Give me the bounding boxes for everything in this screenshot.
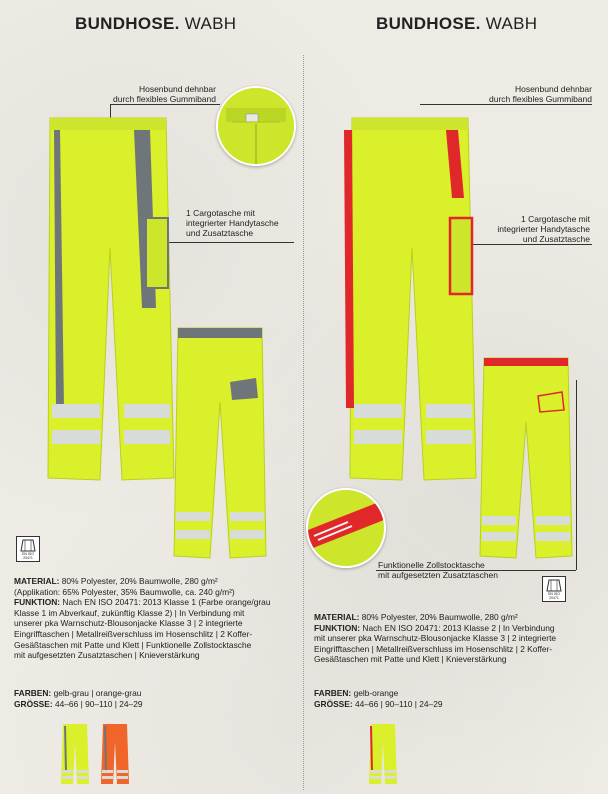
left-title: BUNDHOSE. WABH xyxy=(75,14,237,33)
right-cargo-leader xyxy=(466,244,592,245)
left-callout-cargo: 1 Cargotasche mit integrierter Handytasche und Zusatztasche xyxy=(186,208,279,238)
left-thumb-yellow-grey xyxy=(60,722,90,786)
right-description: MATERIAL: 80% Polyester, 20% Baumwolle, 280 g/m² FUNKTION: Nach EN ISO 20471: 2013 Klasse 2 | In Verbindung mit unserer pka Warnschutz-Blousonjacke Klasse 3 | 2 integrierte Eingrifftaschen | Metallreißverschluss im Hosenschlitz | 2 Koffer- Gesäßtaschen mit Patte und Klett | Knieverstärkung xyxy=(314,612,557,665)
left-thumb-orange-grey xyxy=(100,722,130,786)
right-thumb-yellow-orange xyxy=(368,722,398,786)
right-cert-icon: EN ISO 20471 xyxy=(542,576,566,602)
left-waist-detail-image xyxy=(216,86,296,166)
right-farben: FARBEN: gelb-orange GRÖSSE: 44–66 | 90–110 | 24–29 xyxy=(314,688,443,709)
left-farben: FARBEN: gelb-grau | orange-grau GRÖSSE: 44–66 | 90–110 | 24–29 xyxy=(14,688,143,709)
right-waist-leader xyxy=(420,104,592,105)
left-description: MATERIAL: 80% Polyester, 20% Baumwolle, 280 g/m² (Applikation: 65% Polyester, 35% Baumwolle, ca. 240 g/m²) FUNKTION: Nach EN ISO 20471: 2013 Klasse 1 (Farbe orange/grau Klasse 1 im Abverkauf, zukünftig Klasse 2) | In Verbindung mit unserer pka Warnschutz-Blousonjacke Klasse 3 | 2 integrierte Eingrifftaschen | Metallreißverschluss im Hosenschlitz | 2 Koffer- Gesäßtaschen mit Patte und Klett | Funktionelle Zollstocktasche mit aufgesetzten Zusatztaschen | Knieverstärkung xyxy=(14,576,271,661)
right-front-pants-image xyxy=(340,108,480,488)
left-cargo-leader xyxy=(166,242,294,243)
right-zoll-leader-v xyxy=(576,380,577,570)
right-title: BUNDHOSE. WABH xyxy=(376,14,538,33)
column-divider xyxy=(303,55,304,790)
right-zollstock-detail-image xyxy=(306,488,386,568)
right-back-pants-image xyxy=(478,352,574,562)
right-zoll-leader xyxy=(376,570,576,571)
right-callout-zoll: Funktionelle Zollstocktasche mit aufgesetzten Zusatztaschen xyxy=(378,560,499,580)
left-callout-waist: Hosenbund dehnbar durch flexibles Gummiband xyxy=(113,84,216,104)
left-back-pants-image xyxy=(172,322,268,562)
left-waist-leader-h xyxy=(110,104,220,105)
left-cert-icon: EN ISO 20471 xyxy=(16,536,40,562)
left-front-pants-image xyxy=(38,108,178,488)
right-callout-waist: Hosenbund dehnbar durch flexibles Gummiband xyxy=(489,84,592,104)
right-callout-cargo: 1 Cargotasche mit integrierter Handytasche und Zusatztasche xyxy=(497,214,590,244)
